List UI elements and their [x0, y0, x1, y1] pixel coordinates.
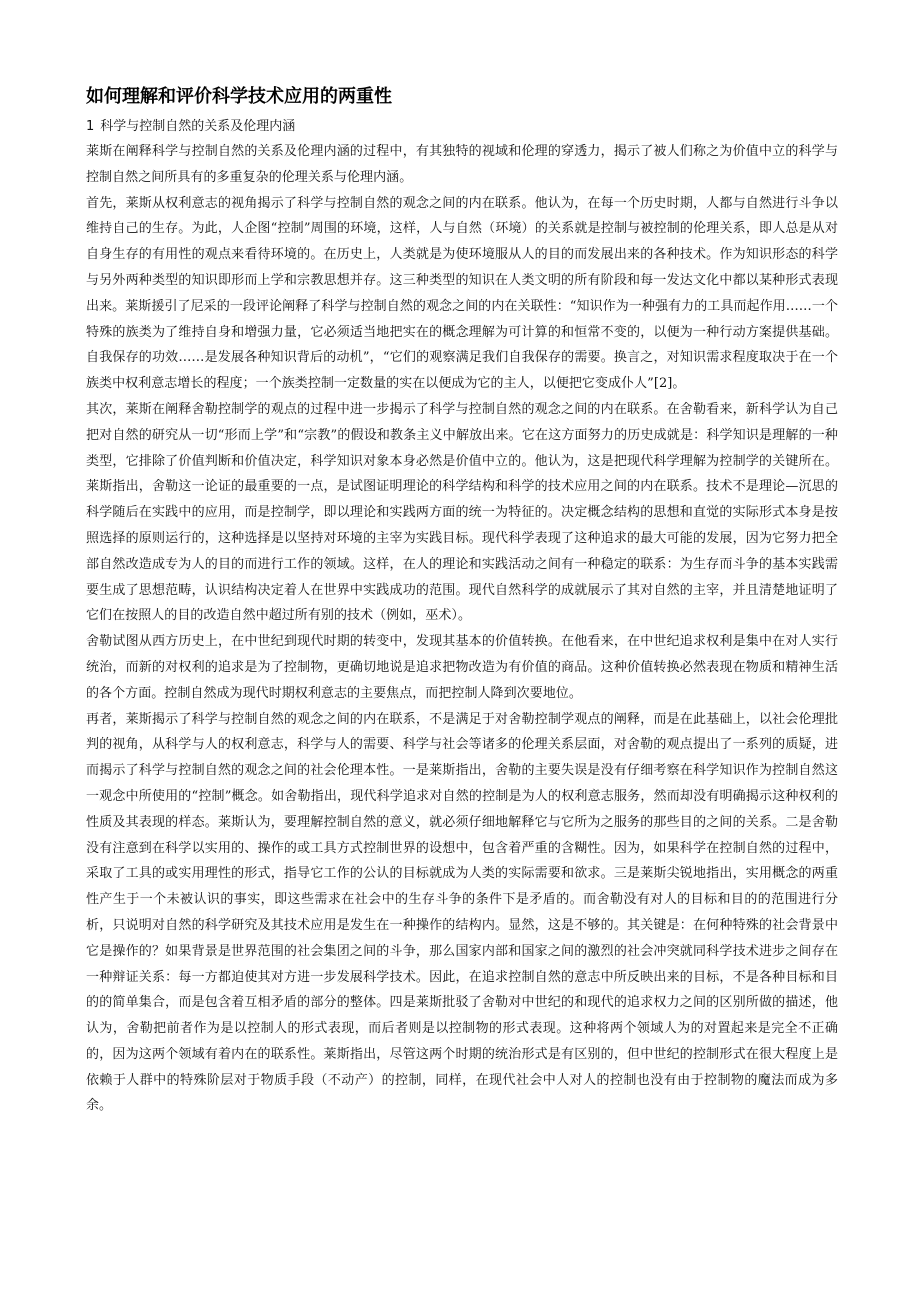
paragraph-2: 首先，莱斯从权利意志的视角揭示了科学与控制自然的观念之间的内在联系。他认为，在每一个历史时期，人都与自然进行斗争以维持自己的生存。为此，人企图“控制”周围的环境，这样，人与自然（环境）的关系就是控制与被控制的伦理关系，即人总是从对自身生存的有用性的观点来看待环境的。在历史上，人类就是为使环境服从人的目的而发展出来的各种技术。作为知识形态的科学与另外两种类型的知识即形而上学和宗教思想并存。这三种类型的知识在人类文明的所有阶段和每一发达文化中都以某种形式表现出来。莱斯援引了尼采的一段评论阐释了科学与控制自然的观念之间的内在关联性：“知识作为一种强有力的工具而起作用……一个特殊的族类为了维持自身和增强力量，它必须适当地把实在的概念理解为可计算的和恒常不变的，以便为一种行动方案提供基础。自我保存的功效……是发展各种知识背后的动机”，“它们的观察满足我们自我保存的需要。换言之，对知识需求程度取决于在一个族类中权利意志增长的程度；一个族类控制一定数量的实在以便成为它的主人，以便把它变成仆人”[2]。: [86, 195, 838, 392]
document-title: 如何理解和评价科学技术应用的两重性: [86, 86, 392, 107]
document-page: [86, 84, 838, 1119]
section-heading: [86, 115, 838, 139]
section-heading-text: 科学与控制自然的关系及伦理内涵: [100, 119, 296, 134]
paragraph-1: 莱斯在阐释科学与控制自然的关系及伦理内涵的过程中，有其独特的视域和伦理的穿透力，揭示了被人们称之为价值中立的科学与控制自然之间所具有的多重复杂的伦理关系与伦理内涵。: [86, 144, 838, 185]
paragraph-3: 其次，莱斯在阐释舍勒控制学的观点的过程中进一步揭示了科学与控制自然的观念之间的内在联系。在舍勒看来，新科学认为自己把对自然的研究从一切“形而上学”和“宗教”的假设和教条主义中解放出来。它在这方面努力的历史成就是：科学知识是理解的一种类型，它排除了价值判断和价值决定，科学知识对象本身必然是价值中立的。他认为，这是把现代科学理解为控制学的关键所在。莱斯指出，舍勒这一论证的最重要的一点，是试图证明理论的科学结构和科学的技术应用之间的内在联系。技术不是理论—沉思的科学随后在实践中的应用，而是控制学，即以理论和实践两方面的统一为特征的。决定概念结构的思想和直觉的实际形式本身是按照选择的原则运行的，这种选择是以坚持对环境的主宰为实践目标。现代科学表现了这种追求的最大可能的发展，因为它努力把全部自然改造成专为人的目的而进行工作的领域。这样，在人的理论和实践活动之间有一种稳定的联系：为生存而斗争的基本实践需要生成了思想范畴，认识结构决定着人在世界中实践成功的范围。现代自然科学的成就展示了其对自然的主宰，并且清楚地证明了它们在按照人的目的改造自然中超过所有别的技术（例如，巫术）。: [86, 401, 838, 624]
section-number: 1: [86, 119, 95, 134]
paragraph-5: 再者，莱斯揭示了科学与控制自然的观念之间的内在联系，不是满足于对舍勒控制学观点的阐释，而是在此基础上，以社会伦理批判的视角，从科学与人的权利意志，科学与人的需要、科学与社会等诸多的伦理关系层面，对舍勒的观点提出了一系列的质疑，进而揭示了科学与控制自然的观念之间的社会伦理本性。一是莱斯指出，舍勒的主要失误是没有仔细考察在科学知识作为控制自然这一观念中所使用的“控制”概念。如舍勒指出，现代科学追求对自然的控制是为人的权利意志服务，然而却没有明确揭示这种权利的性质及其表现的样态。莱斯认为，要理解控制自然的意义，就必须仔细地解释它与它所为之服务的那些目的之间的关系。二是舍勒没有注意到在科学以实用的、操作的或工具方式控制世界的设想中，包含着严重的含糊性。因为，如果科学在控制自然的过程中，采取了工具的或实用理性的形式，指导它工作的公认的目标就成为人类的实际需要和欲求。三是莱斯尖锐地指出，实用概念的两重性产生于一个未被认识的事实，即这些需求在社会中的生存斗争的条件下是矛盾的。而舍勒没有对人的目标和目的的范围进行分析，只说明对自然的科学研究及其技术应用是发生在一种操作的结构内。显然，这是不够的。其关键是：在何种特殊的社会背景中它是操作的？如果背景是世界范围的社会集团之间的斗争，那么国家内部和国家之间的激烈的社会冲突就同科学技术进步之间存在一种辩证关系：每一方都迫使其对方进一步发展科学技术。因此，在追求控制自然的意志中所反映出来的目标，不是各种目标和目的的简单集合，而是包含着互相矛盾的部分的整体。四是莱斯批驳了舍勒对中世纪的和现代的追求权力之间的区别所做的描述，他认为，舍勒把前者作为是以控制人的形式表现，而后者则是以控制物的形式表现。这种将两个领域人为的对置起来是完全不正确的，因为这两个领域有着内在的联系性。莱斯指出，尽管这两个时期的统治形式是有区别的，但中世纪的控制形式在很大程度上是依赖于人群中的特殊阶层对于物质手段（不动产）的控制，同样，在现代社会中人对人的控制也没有由于控制物的魔法而成为多余。: [86, 711, 838, 1114]
paragraph-4: 舍勒试图从西方历史上，在中世纪到现代时期的转变中，发现其基本的价值转换。在他看来，在中世纪追求权利是集中在对人实行统治，而新的对权利的追求是为了控制物，更确切地说是追求把物改造为有价值的商品。这种价值转换必然表现在物质和精神生活的各个方面。控制自然成为现代时期权利意志的主要焦点，而把控制人降到次要地位。: [86, 634, 838, 701]
